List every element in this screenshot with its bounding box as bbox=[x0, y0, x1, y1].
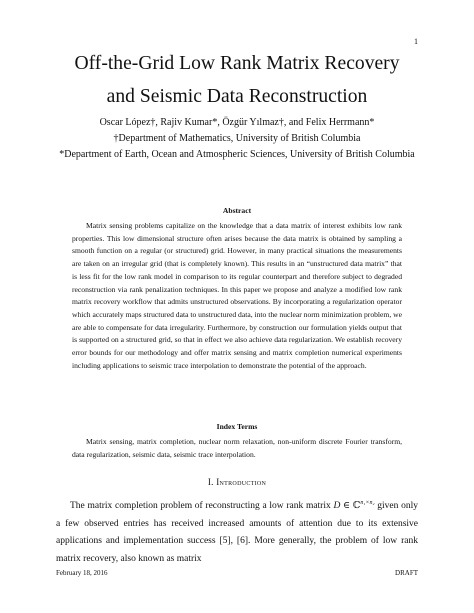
intro-text-rest: given only a few observed entries has received increased amounts of attention due to its extensive applications and implementation success [5], [6]. More generally, the problem of low rank matrix recovery, also known as matrix bbox=[56, 501, 418, 564]
affiliation-eos: *Department of Earth, Ocean and Atmospheric Sciences, University of British Columbia bbox=[59, 149, 415, 160]
abstract-body: Matrix sensing problems capitalize on the knowledge that a data matrix of interest exhibits low rank properties. This low dimensional structure often arises because the data matrix is obtained by sampling a smooth function on a regular (or structured) grid. However, in many practical situations the measurements are taken on an irregular grid (that is completely known). This results in an “unstructured data matrix” that is less fit for the low rank model in comparison to its regular counterpart and therefore subject to degraded reconstruction via rank penalization techniques. In this paper we propose and analyze a modified low rank matrix recovery workflow that admits unstructured observations. By incorporating a regularization operator which accurately maps structured data to unstructured data, into the nuclear norm minimization problem, we are able to compensate for data irregularity. Furthermore, by construction our formulation yields output that is supported on a structured grid, so that in effect we also achieve data regularization. We establish recovery error bounds for our methodology and offer matrix sensing and matrix completion numerical experiments including applications to seismic trace interpolation to demonstrate the potential of the approach. bbox=[72, 221, 402, 370]
index-terms-heading: Index Terms bbox=[216, 422, 258, 431]
section-title: Introduction bbox=[216, 477, 267, 487]
author-names: Oscar López†, Rajiv Kumar*, Özgür Yılmaz†, and Felix Herrmann* bbox=[99, 117, 375, 128]
footer-status: DRAFT bbox=[395, 569, 418, 577]
section-heading bbox=[0, 477, 474, 487]
title-line-2: and Seismic Data Reconstruction bbox=[106, 86, 368, 107]
math-space: ℂ bbox=[352, 501, 361, 512]
math-relation: ∈ bbox=[340, 501, 353, 512]
footer-date: February 18, 2016 bbox=[56, 569, 108, 577]
intro-text-start: The matrix completion problem of reconstructing a low rank matrix bbox=[70, 501, 334, 512]
page-number: 1 bbox=[414, 37, 418, 46]
math-variable: D bbox=[333, 501, 341, 512]
index-terms-body: Matrix sensing, matrix completion, nuclear norm relaxation, non-uniform discrete Fourier transform, data regularization, seismic data, seismic trace interpolation. bbox=[72, 437, 402, 459]
section-number: I. bbox=[207, 477, 214, 487]
title-line-1: Off-the-Grid Low Rank Matrix Recovery bbox=[74, 53, 400, 74]
introduction-paragraph bbox=[56, 495, 418, 568]
abstract-heading: Abstract bbox=[222, 206, 252, 215]
math-superscript: n₁×n₂ bbox=[360, 500, 375, 506]
paper-title bbox=[40, 47, 434, 113]
affiliation-math: †Department of Mathematics, University of British Columbia bbox=[113, 133, 361, 144]
author-block bbox=[20, 115, 454, 163]
